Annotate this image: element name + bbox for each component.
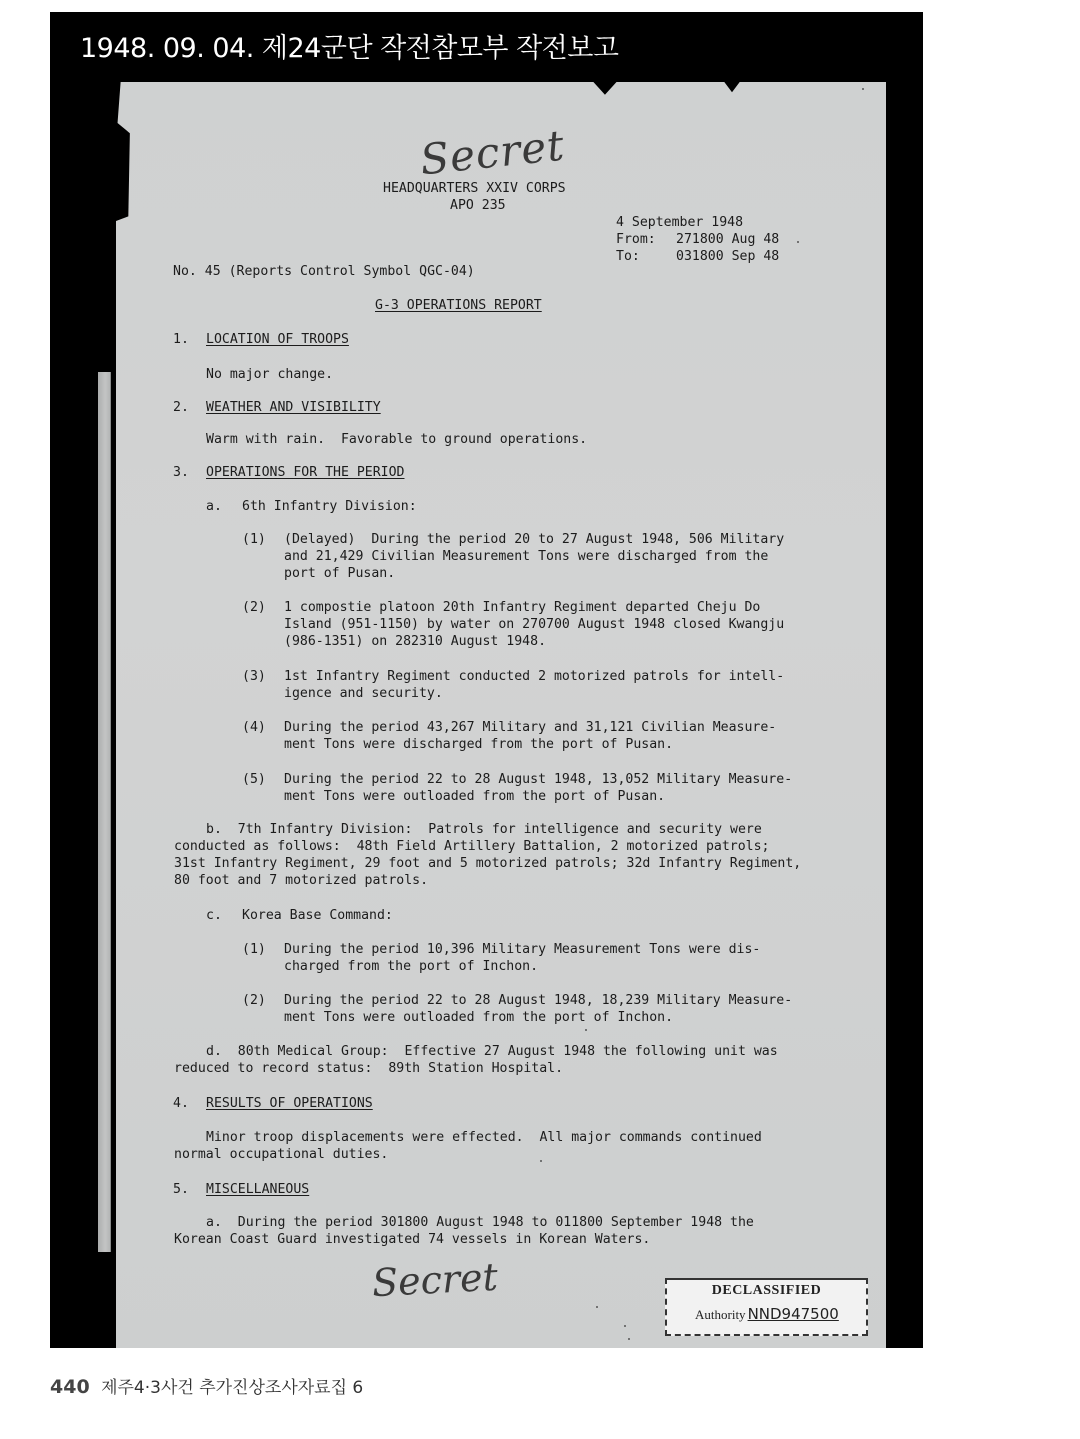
section-1-body: No major change.	[206, 367, 334, 382]
apo-line: APO 235	[450, 198, 506, 213]
page-number: 440	[50, 1376, 90, 1398]
section-2-body: Warm with rain. Favorable to ground operations.	[206, 432, 588, 447]
subsection-b-line2: conducted as follows: 48th Field Artillery Battalion, 2 motorized patrols;	[174, 839, 770, 854]
report-title: G-3 OPERATIONS REPORT	[375, 298, 542, 313]
subsection-b-line1: b. 7th Infantry Division: Patrols for intelligence and security were	[206, 822, 762, 837]
stamp-authority-label: Authority	[695, 1307, 746, 1322]
item-a4-line1: During the period 43,267 Military and 31,121 Civilian Measure-	[284, 720, 777, 735]
section-5-line2: Korean Coast Guard investigated 74 vessels in Korean Waters.	[174, 1232, 651, 1247]
item-a1-line1: (Delayed) During the period 20 to 27 August 1948, 506 Military	[284, 532, 785, 547]
handwritten-secret-top: Secret	[417, 120, 568, 185]
item-a1-number: (1)	[242, 532, 266, 547]
section-3-heading: OPERATIONS FOR THE PERIOD	[206, 465, 405, 480]
item-c1-line2: charged from the port of Inchon.	[284, 959, 539, 974]
report-date: 4 September 1948	[616, 215, 744, 230]
section-2-heading: WEATHER AND VISIBILITY	[206, 400, 381, 415]
section-5-heading: MISCELLANEOUS	[206, 1182, 310, 1197]
item-c2-line1: During the period 22 to 28 August 1948, 18,239 Military Measure-	[284, 993, 793, 1008]
item-c2-number: (2)	[242, 993, 266, 1008]
item-c1-number: (1)	[242, 942, 266, 957]
section-5-line1: a. During the period 301800 August 1948 to 011800 September 1948 the	[206, 1215, 754, 1230]
item-a2-line3: (986-1351) on 282310 August 1948.	[284, 634, 547, 649]
item-a2-number: (2)	[242, 600, 266, 615]
headquarters-line: HEADQUARTERS XXIV CORPS	[383, 181, 566, 196]
stamp-title: DECLASSIFIED	[711, 1283, 822, 1298]
item-a3-line1: 1st Infantry Regiment conducted 2 motorized patrols for intell-	[284, 669, 785, 684]
section-3-number: 3.	[173, 465, 189, 480]
subsection-c-title: Korea Base Command:	[242, 908, 393, 923]
subsection-b-line3: 31st Infantry Regiment, 29 foot and 5 motorized patrols; 32d Infantry Regiment,	[174, 856, 802, 871]
from-label: From:	[616, 232, 656, 247]
item-a5-number: (5)	[242, 772, 266, 787]
item-c1-line1: During the period 10,396 Military Measurement Tons were dis-	[284, 942, 761, 957]
item-a3-line2: igence and security.	[284, 686, 443, 701]
section-1-number: 1.	[173, 332, 189, 347]
declassified-stamp	[665, 1278, 868, 1336]
subsection-d-line2: reduced to record status: 89th Station Hospital.	[174, 1061, 564, 1076]
section-1-heading: LOCATION OF TROOPS	[206, 332, 349, 347]
stamp-authority-number: NND947500	[747, 1305, 839, 1323]
item-a2-line1: 1 compostie platoon 20th Infantry Regiment departed Cheju Do	[284, 600, 761, 615]
from-value: 271800 Aug 48	[676, 232, 780, 247]
section-2-number: 2.	[173, 400, 189, 415]
item-a4-number: (4)	[242, 720, 266, 735]
subsection-b-line4: 80 foot and 7 motorized patrols.	[174, 873, 429, 888]
handwritten-secret-bottom: Secret	[370, 1254, 499, 1306]
section-4-number: 4.	[173, 1096, 189, 1111]
item-a5-line2: ment Tons were outloaded from the port of Pusan.	[284, 789, 666, 804]
item-a4-line2: ment Tons were discharged from the port of Pusan.	[284, 737, 674, 752]
subsection-a-title: 6th Infantry Division:	[242, 499, 417, 514]
section-4-line1: Minor troop displacements were effected. All major commands continued	[206, 1130, 762, 1145]
subsection-d-line1: d. 80th Medical Group: Effective 27 August 1948 the following unit was	[206, 1044, 778, 1059]
section-5-number: 5.	[173, 1182, 189, 1197]
section-4-line2: normal occupational duties.	[174, 1147, 389, 1162]
subsection-c-label: c.	[206, 908, 222, 923]
subsection-a-label: a.	[206, 499, 222, 514]
book-title: 제주4·3사건 추가진상조사자료집 6	[101, 1378, 364, 1398]
stamp-authority	[695, 1305, 839, 1323]
page-title: 1948. 09. 04. 제24군단 작전참모부 작전보고	[80, 33, 619, 64]
item-a1-line2: and 21,429 Civilian Measurement Tons were discharged from the	[284, 549, 769, 564]
item-a3-number: (3)	[242, 669, 266, 684]
report-number: No. 45 (Reports Control Symbol QGC-04)	[173, 264, 475, 279]
to-value: 031800 Sep 48	[676, 249, 780, 264]
item-a1-line3: port of Pusan.	[284, 566, 396, 581]
section-4-heading: RESULTS OF OPERATIONS	[206, 1096, 373, 1111]
to-label: To:	[616, 249, 640, 264]
item-a5-line1: During the period 22 to 28 August 1948, 13,052 Military Measure-	[284, 772, 793, 787]
item-a2-line2: Island (951-1150) by water on 270700 August 1948 closed Kwangju	[284, 617, 785, 632]
page-footer	[50, 1373, 363, 1398]
item-c2-line2: ment Tons were outloaded from the port of Inchon.	[284, 1010, 674, 1025]
